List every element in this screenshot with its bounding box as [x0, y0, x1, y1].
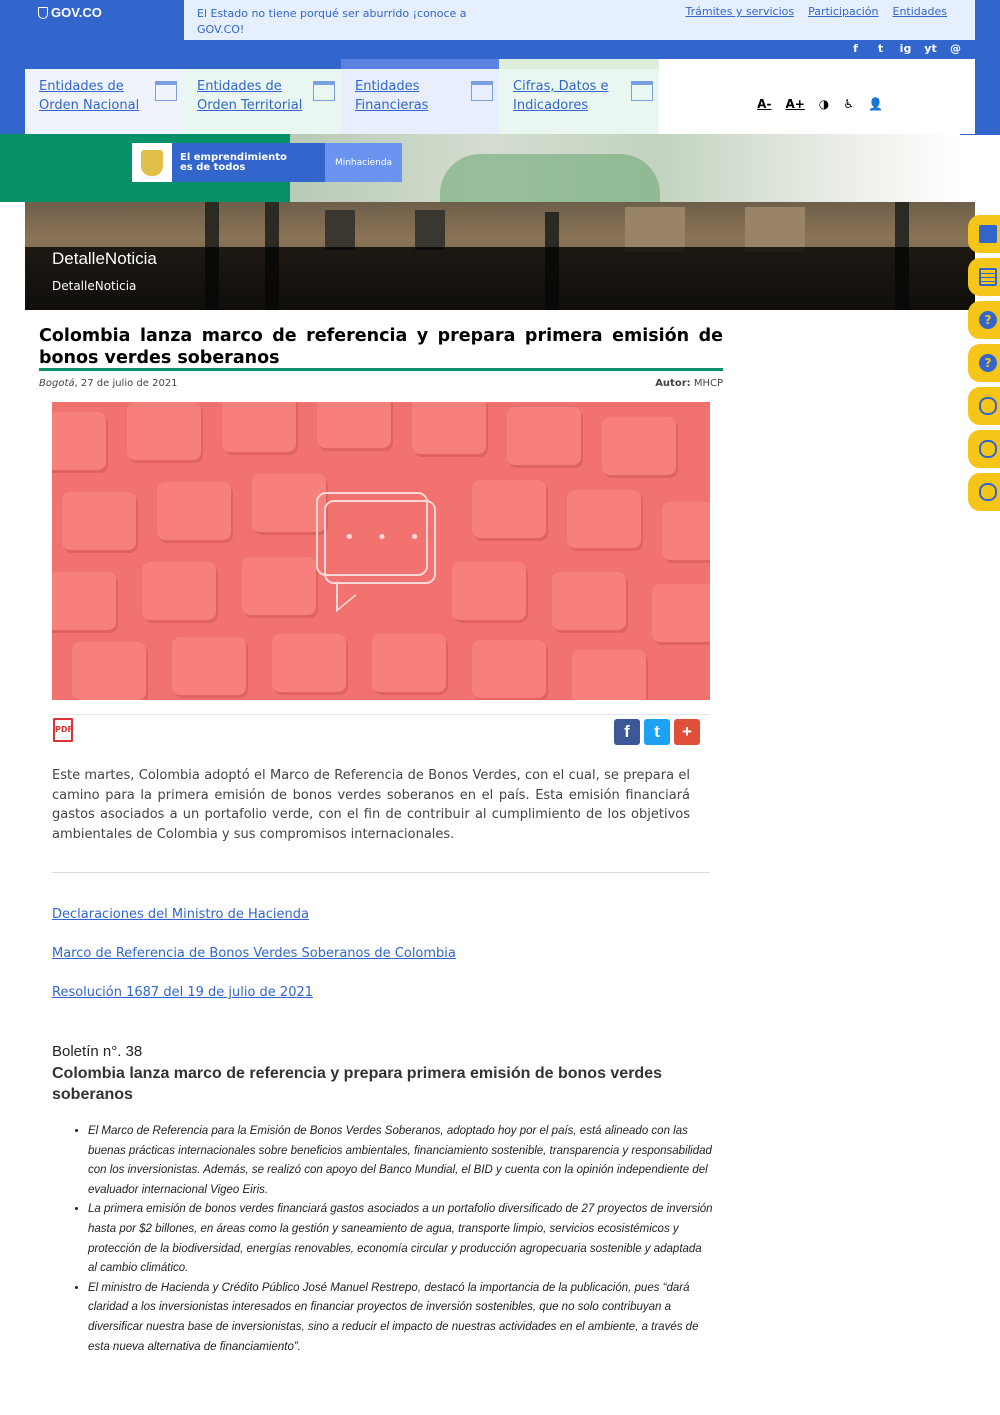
accessibility-bar	[757, 97, 883, 111]
shield-icon	[38, 7, 48, 19]
facebook-icon[interactable]: f	[853, 42, 858, 55]
chat-icon	[979, 397, 997, 415]
link-entidades[interactable]: Entidades	[892, 5, 947, 18]
brand-line-1: El emprendimiento	[180, 151, 287, 163]
bulletin-number: Boletín n°. 38	[52, 1043, 143, 1060]
link-marco-referencia[interactable]: Marco de Referencia de Bonos Verdes Soberanos de Colombia	[52, 946, 456, 961]
twitter-icon[interactable]: t	[877, 42, 884, 55]
author-label: Autor:	[655, 378, 691, 389]
side-tool-help[interactable]	[968, 301, 1000, 339]
article-date: , 27 de julio de 2021	[74, 378, 178, 389]
title-divider	[39, 368, 723, 371]
user-icon[interactable]: 👤	[868, 97, 883, 111]
side-tool-chat[interactable]	[968, 387, 1000, 425]
govco-logo-text: GOV.CO	[51, 5, 102, 20]
article-author: MHCP	[693, 378, 723, 389]
article-meta	[39, 378, 723, 389]
divider	[52, 872, 710, 873]
building-icon	[155, 81, 177, 101]
colombia-crest-icon	[132, 143, 172, 182]
article-lead: Este martes, Colombia adoptó el Marco de Referencia de Bonos Verdes, con el cual, se prepara el camino para la primera emisión de bonos verdes soberanos en el país. Esta emisión financiará gastos asociados a un portafolio verde, con el fin de contribuir al cumplimiento de los objetivos ambientales de Colombia y sus compromisos internacionales.	[52, 768, 690, 842]
govco-logo[interactable]	[38, 5, 102, 20]
contrast-icon[interactable]: ◑	[818, 97, 830, 111]
side-tool-chat-3[interactable]	[968, 473, 1000, 511]
link-tramites[interactable]: Trámites y servicios	[685, 5, 795, 18]
side-tool-chat-2[interactable]	[968, 430, 1000, 468]
link-participacion[interactable]: Participación	[808, 5, 879, 18]
list-item: • El ministro de Hacienda y Crédito Público José Manuel Restrepo, destacó la importancia de la publicación, pues “dará claridad a los inversionistas interesados en financiar proyectos de inversión sostenibles, que no solo contribuyan a diversificar nuestra base de inversionistas, sino a reducir el impacto de nuestras actividades en el ambiente, a través de esta nueva alternativa de financiamiento”.	[88, 1279, 713, 1357]
twitter-share-button[interactable]: t	[644, 719, 670, 745]
social-links	[849, 42, 962, 55]
more-share-button[interactable]: +	[674, 719, 700, 745]
side-tool-faq[interactable]	[968, 344, 1000, 382]
bank-icon	[631, 81, 653, 101]
bulletin-title: Colombia lanza marco de referencia y prepara primera emisión de bonos verdes soberanos	[52, 1065, 662, 1103]
nav-label[interactable]: Entidades de Orden Nacional	[39, 79, 140, 113]
hero-overlay	[25, 247, 975, 310]
govco-promo	[184, 0, 975, 40]
article-image: •••	[52, 402, 710, 700]
help-icon: ?	[979, 354, 997, 372]
list-item: • El Marco de Referencia para la Emisión de Bonos Verdes Soberanos, adoptado hoy por el país, está alineado con las buenas prácticas internacionales sobre beneficios ambientales, financiamiento sostenible, transparencia y responsabilidad con los inversionistas. Además, se realizó con apoyo del Banco Mundial, el BID y cuenta con la opinión independiente del evaluador internacional Vigeo Eiris.	[88, 1122, 713, 1200]
article-title: Colombia lanza marco de referencia y prepara primera emisión de bonos verdes soberanos	[39, 326, 723, 368]
instagram-icon[interactable]: ig	[899, 42, 912, 55]
article-place: Bogotá	[39, 378, 75, 389]
article-tools	[52, 714, 710, 750]
bulletin-list	[88, 1122, 713, 1357]
help-icon: ?	[979, 311, 997, 329]
youtube-icon[interactable]: yt	[924, 42, 937, 55]
accessibility-icon[interactable]: ♿	[843, 97, 855, 111]
bank-icon	[471, 81, 493, 101]
ministry-brand[interactable]	[132, 143, 402, 182]
top-links	[685, 5, 947, 18]
entity-nav	[25, 59, 975, 134]
font-decrease-button[interactable]: A-	[757, 97, 772, 111]
nav-label[interactable]: Cifras, Datos e Indicadores	[513, 79, 609, 113]
email-icon[interactable]: @	[950, 42, 961, 55]
link-resolucion[interactable]: Resolución 1687 del 19 de julio de 2021	[52, 985, 314, 1000]
breadcrumb[interactable]: DetalleNoticia	[52, 279, 137, 293]
brand-line-2: es de todos	[180, 161, 246, 173]
promo-text: El Estado no tiene porqué ser aburrido ¡conoce a GOV.CO!	[197, 7, 467, 36]
chat-icon	[979, 483, 997, 501]
facebook-share-button[interactable]: f	[614, 719, 640, 745]
side-tool-document[interactable]	[968, 215, 1000, 253]
list-icon	[979, 268, 997, 286]
document-icon	[979, 225, 997, 243]
link-declaraciones[interactable]: Declaraciones del Ministro de Hacienda	[52, 907, 309, 922]
list-item: • La primera emisión de bonos verdes financiará gastos asociados a un portafolio diversificado de 27 proyectos de inversión hasta por $2 billones, en áreas como la gestión y saneamiento de agua, transporte limpio, servicios ecosistémicos y protección de la biodiversidad, energías renovables, economía circular y producción agropecuaria sostenible y adaptada al cambio climático.	[88, 1200, 713, 1278]
pdf-icon[interactable]: PDF	[53, 718, 73, 742]
side-tool-list[interactable]	[968, 258, 1000, 296]
font-increase-button[interactable]: A+	[785, 97, 805, 111]
brand-ministry: Minhacienda	[325, 143, 402, 182]
nav-cifras-datos[interactable]	[499, 59, 659, 134]
chat-icon	[979, 440, 997, 458]
nav-entidades-territorial[interactable]	[183, 59, 341, 134]
page-title: DetalleNoticia	[52, 249, 157, 268]
share-buttons	[614, 719, 700, 745]
nav-entidades-nacional[interactable]	[25, 59, 183, 134]
nav-label[interactable]: Entidades Financieras	[355, 79, 429, 113]
nav-entidades-financieras[interactable]	[341, 59, 499, 134]
nav-label[interactable]: Entidades de Orden Territorial	[197, 79, 303, 113]
map-icon	[313, 81, 335, 101]
